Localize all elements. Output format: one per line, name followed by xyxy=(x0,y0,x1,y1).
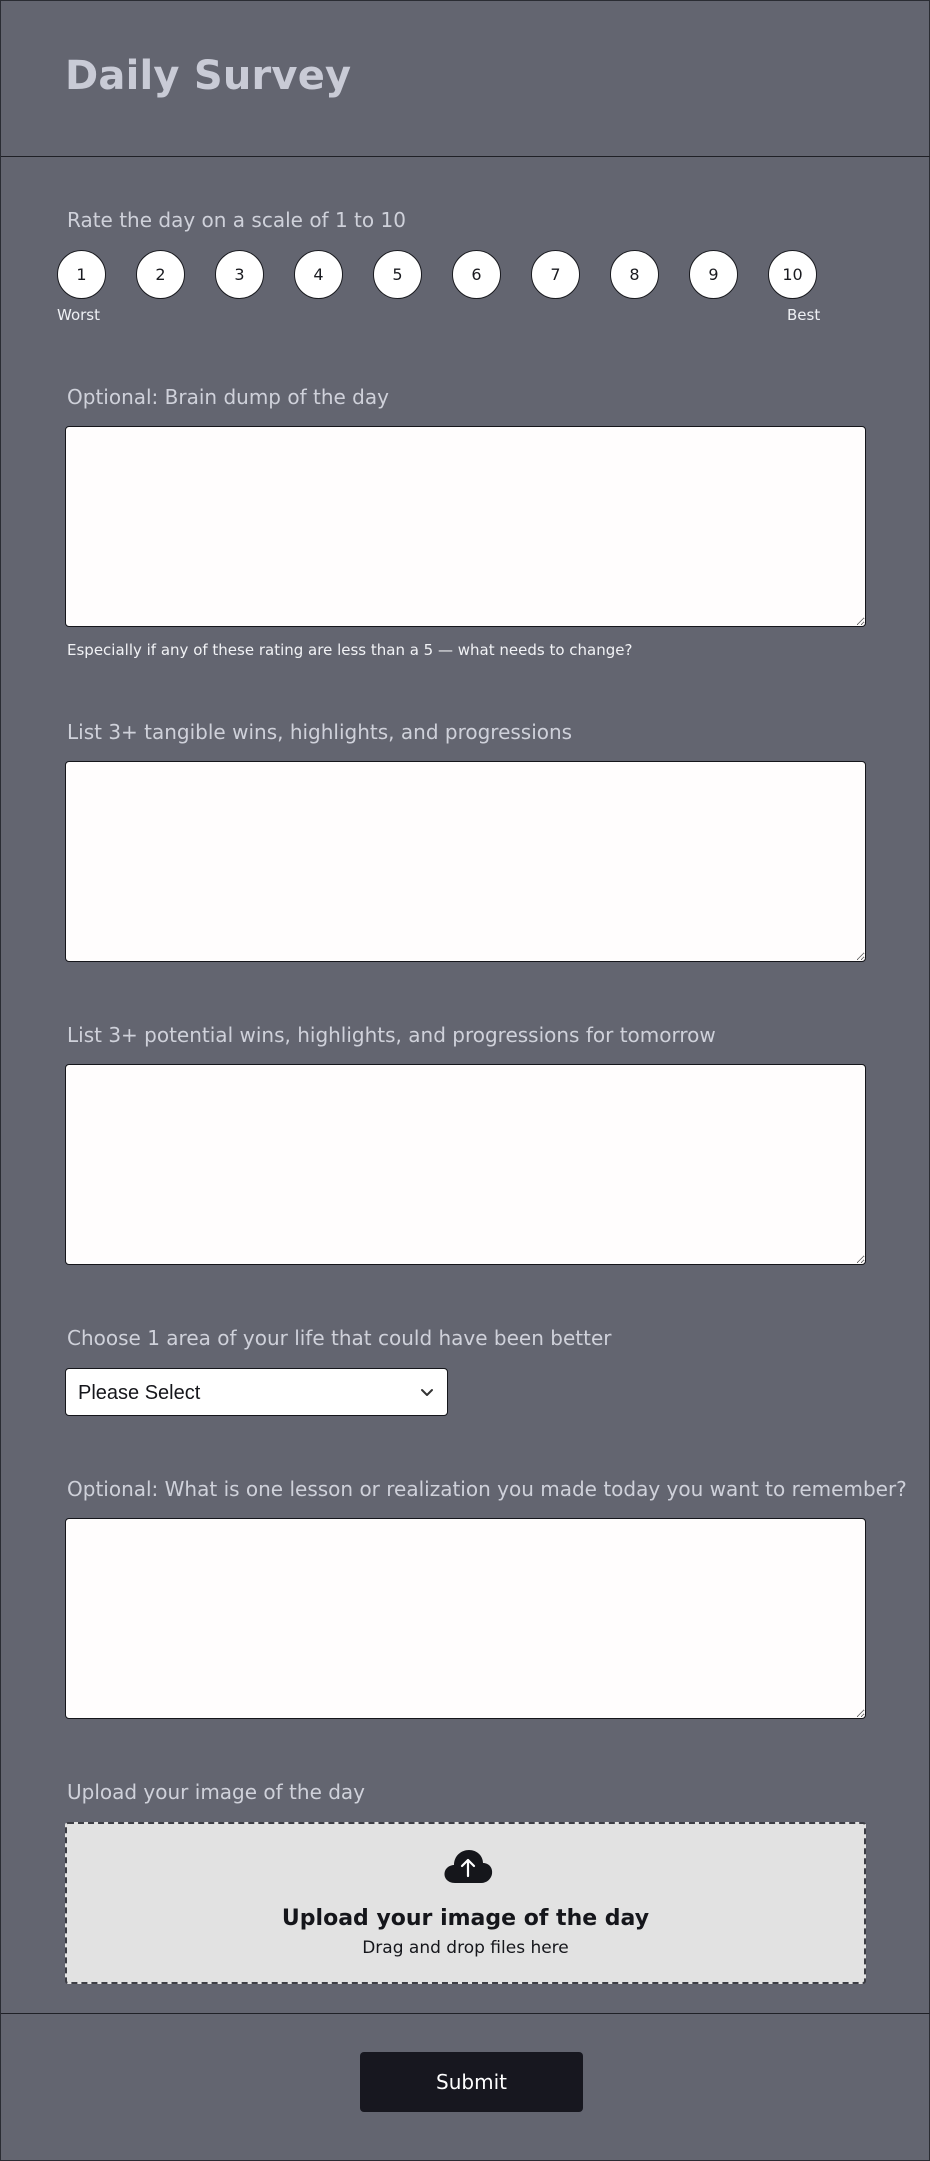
rating-option-8[interactable]: 8 xyxy=(610,250,659,299)
rating-option-3[interactable]: 3 xyxy=(215,250,264,299)
rating-option-10[interactable]: 10 xyxy=(768,250,817,299)
rating-option-4[interactable]: 4 xyxy=(294,250,343,299)
brain-dump-hint: Especially if any of these rating are less than a 5 — what needs to change? xyxy=(67,641,633,659)
brain-dump-textarea[interactable] xyxy=(65,426,866,627)
upload-title: Upload your image of the day xyxy=(281,1906,650,1931)
area-select-value: Please Select xyxy=(78,1382,201,1404)
tomorrow-textarea[interactable] xyxy=(65,1064,866,1265)
upload-label: Upload your image of the day xyxy=(67,1780,366,1804)
wins-label: List 3+ tangible wins, highlights, and progressions xyxy=(67,720,573,744)
rating-option-2[interactable]: 2 xyxy=(136,250,185,299)
rating-option-5[interactable]: 5 xyxy=(373,250,422,299)
upload-subtitle: Drag and drop files here xyxy=(362,1938,569,1958)
rating-label: Rate the day on a scale of 1 to 10 xyxy=(67,208,406,232)
page-title: Daily Survey xyxy=(65,53,352,99)
rating-option-7[interactable]: 7 xyxy=(531,250,580,299)
form-header xyxy=(1,1,930,157)
tomorrow-label: List 3+ potential wins, highlights, and progressions for tomorrow xyxy=(67,1023,716,1047)
rating-min-caption: Worst xyxy=(57,306,100,324)
footer-divider xyxy=(1,2013,930,2014)
area-select[interactable] xyxy=(65,1368,448,1416)
brain-dump-label: Optional: Brain dump of the day xyxy=(67,385,389,409)
area-label: Choose 1 area of your life that could have been better xyxy=(67,1326,612,1350)
lesson-label: Optional: What is one lesson or realization you made today you want to remember? xyxy=(67,1477,907,1501)
chevron-down-icon xyxy=(417,1383,437,1403)
rating-max-caption: Best xyxy=(787,306,821,324)
lesson-textarea[interactable] xyxy=(65,1518,866,1719)
rating-option-1[interactable]: 1 xyxy=(57,250,106,299)
submit-button[interactable]: Submit xyxy=(360,2052,583,2112)
cloud-upload-icon xyxy=(443,1848,493,1884)
upload-dropzone[interactable] xyxy=(65,1822,866,1984)
rating-option-9[interactable]: 9 xyxy=(689,250,738,299)
rating-option-6[interactable]: 6 xyxy=(452,250,501,299)
rating-scale xyxy=(57,250,857,300)
wins-textarea[interactable] xyxy=(65,761,866,962)
